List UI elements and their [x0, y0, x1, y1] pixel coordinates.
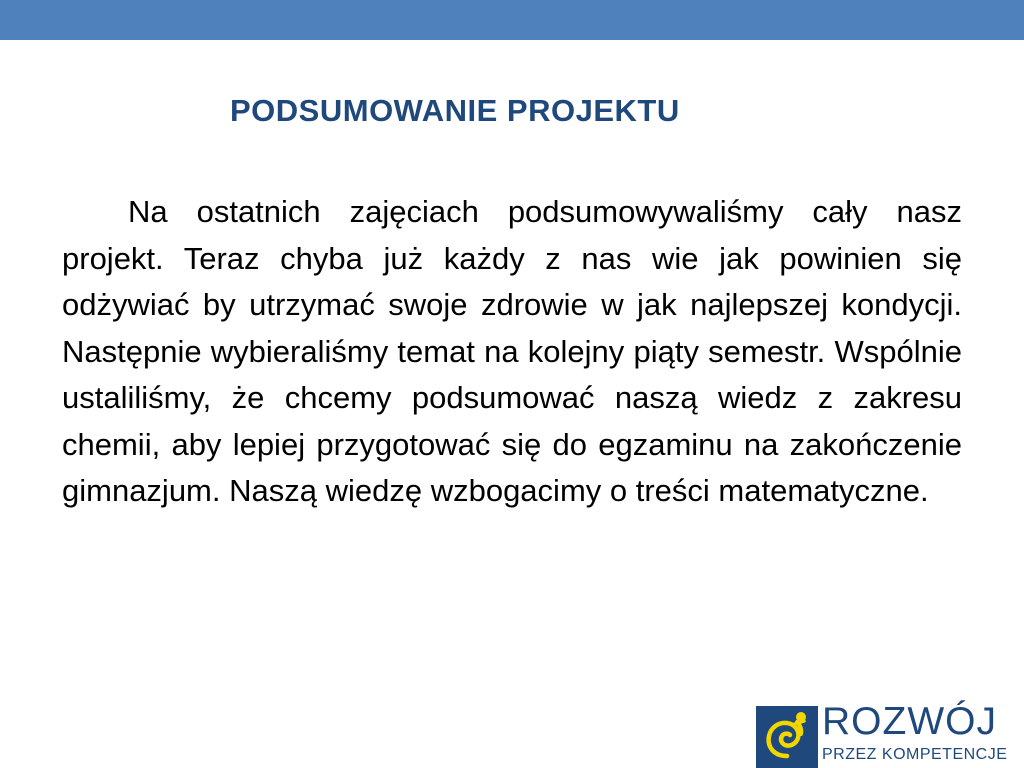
spiral-figure-logo-icon	[756, 706, 818, 768]
rozwoj-logo	[756, 702, 1024, 768]
logo-wordmark: ROZWÓJ	[822, 700, 997, 743]
slide-body-text: Na ostatnich zajęciach podsumowywaliśmy cały nasz projekt. Teraz chyba już każdy z nas wie jak powinien się odżywiać by utrzymać swoje zdrowie w jak najlepszej kondycji. Następnie wybieraliśmy temat na kolejny piąty semestr. Wspólnie ustaliliśmy, że chcemy podsumować naszą wiedz z zakresu chemii, aby lepiej przygotować się do egzaminu na zakończenie gimnazjum. Naszą wiedzę wzbogacimy o treści matematyczne.	[62, 194, 962, 508]
top-color-band	[0, 0, 1024, 40]
slide-title: PODSUMOWANIE PROJEKTU	[230, 93, 680, 128]
logo-subtitle: PRZEZ KOMPETENCJE	[822, 746, 1008, 763]
